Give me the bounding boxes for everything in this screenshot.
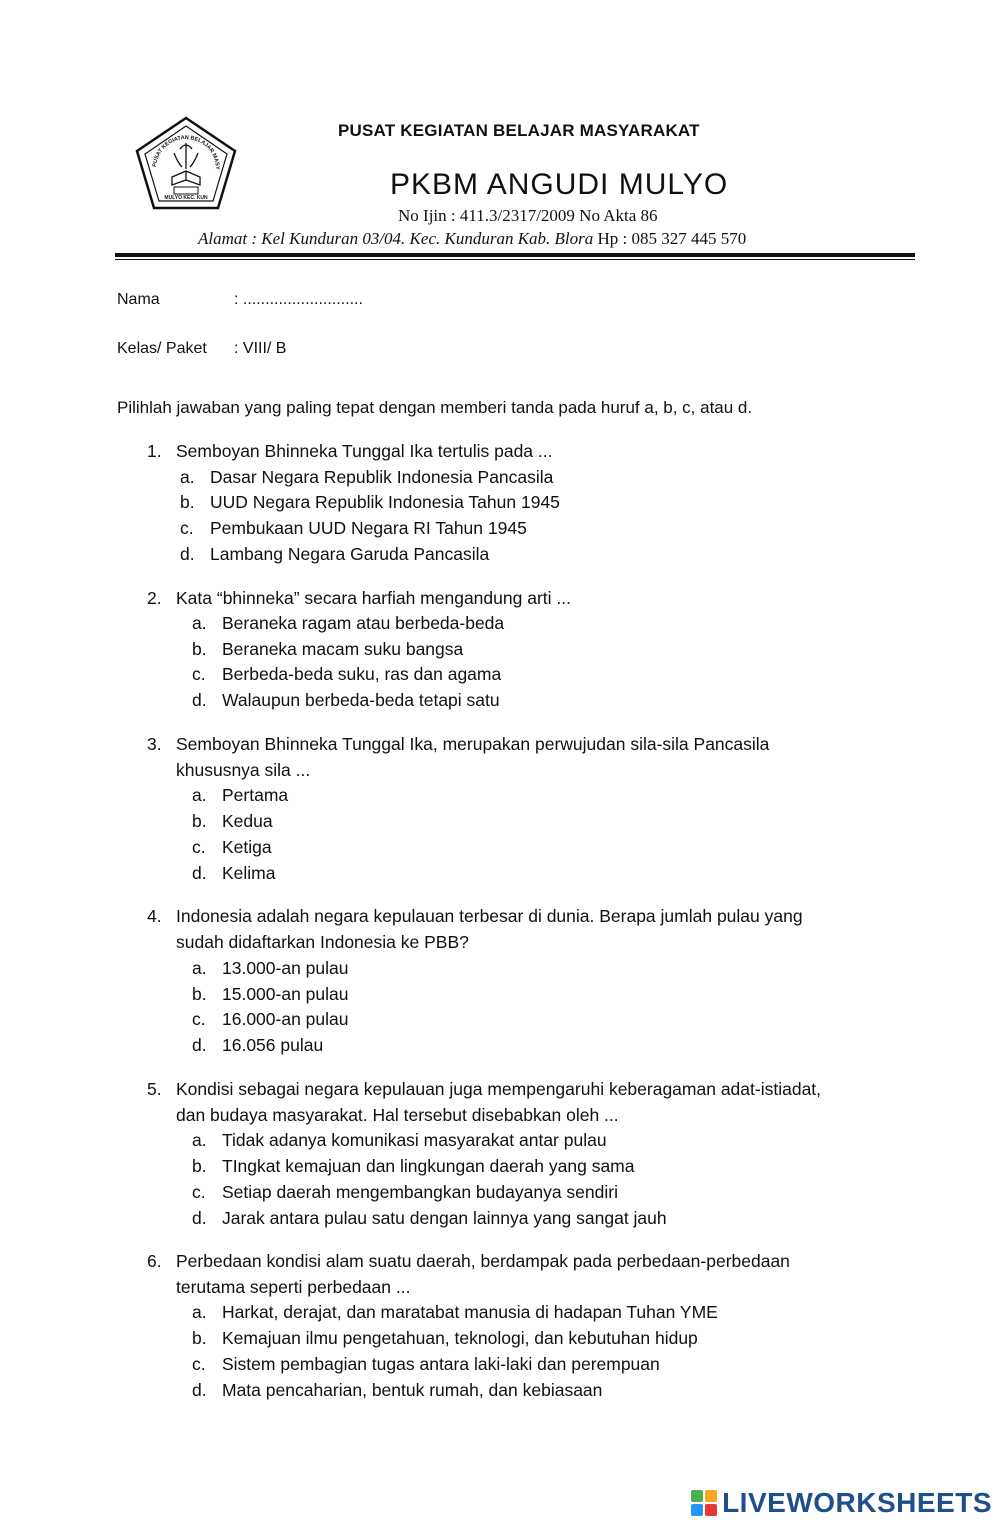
q6-option-c-text: Sistem pembagian tugas antara laki-laki dan perempuan (222, 1354, 660, 1374)
q4-option-c-letter[interactable]: c. (192, 1009, 206, 1029)
question-text-line-2: terutama seperti perbedaan ... (176, 1277, 411, 1297)
question-text-line-1: Perbedaan kondisi alam suatu daerah, berdampak pada perbedaan-perbedaan (176, 1251, 790, 1271)
q1-option-c-text: Pembukaan UUD Negara RI Tahun 1945 (210, 518, 527, 538)
q3-option-b-letter[interactable]: b. (192, 811, 207, 831)
question-6 (0, 1248, 1000, 1300)
instruction-text: Pilihlah jawaban yang paling tepat dengan memberi tanda pada huruf a, b, c, atau d. (117, 398, 753, 417)
question-number: 4. (147, 906, 162, 926)
org-address (198, 229, 746, 249)
phone-text: Hp : 085 327 445 570 (593, 229, 747, 248)
q2-option-b-letter[interactable]: b. (192, 639, 207, 659)
watermark-text: LIVEWORKSHEETS (722, 1487, 992, 1518)
q4-option-a-text: 13.000-an pulau (222, 958, 349, 978)
q2-option-b-text: Beraneka macam suku bangsa (222, 639, 464, 659)
q6-option-a-letter[interactable]: a. (192, 1302, 207, 1322)
question-text-line-2: khususnya sila ... (176, 760, 311, 780)
q1-option-a-text: Dasar Negara Republik Indonesia Pancasila (210, 467, 554, 487)
question-number: 5. (147, 1079, 162, 1099)
q5-option-a-text: Tidak adanya komunikasi masyarakat antar pulau (222, 1130, 607, 1150)
q5-option-b-text: TIngkat kemajuan dan lingkungan daerah yang sama (222, 1156, 635, 1176)
q1-option-b-text: UUD Negara Republik Indonesia Tahun 1945 (210, 492, 560, 512)
q6-option-d-text: Mata pencaharian, bentuk rumah, dan kebiasaan (222, 1380, 603, 1400)
question-number: 1. (147, 441, 162, 461)
q3-option-b-text: Kedua (222, 811, 273, 831)
q2-option-c-letter[interactable]: c. (192, 664, 206, 684)
q3-option-d-text: Kelima (222, 863, 276, 883)
q4-option-d-text: 16.056 pulau (222, 1035, 324, 1055)
q1-option-d-text: Lambang Negara Garuda Pancasila (210, 544, 490, 564)
q4-option-b-letter[interactable]: b. (192, 984, 207, 1004)
q3-option-c-letter[interactable]: c. (192, 837, 206, 857)
question-3 (0, 731, 1000, 783)
header-divider-thin (115, 259, 915, 260)
q5-option-b-letter[interactable]: b. (192, 1156, 207, 1176)
q1-option-c-letter[interactable]: c. (180, 518, 194, 538)
name-label: Nama (117, 291, 160, 308)
header-divider-thick (115, 253, 915, 257)
question-text-line-2: dan budaya masyarakat. Hal tersebut disebabkan oleh ... (176, 1105, 619, 1125)
q4-option-a-letter[interactable]: a. (192, 958, 207, 978)
liveworksheets-watermark[interactable] (690, 1485, 992, 1521)
q4-option-d-letter[interactable]: d. (192, 1035, 207, 1055)
org-name: PKBM ANGUDI MULYO (390, 168, 729, 201)
q1-option-b-letter[interactable]: b. (180, 492, 195, 512)
question-text-line-1: Kondisi sebagai negara kepulauan juga mempengaruhi keberagaman adat-istiadat, (176, 1079, 822, 1099)
question-5 (0, 1076, 1000, 1128)
q3-option-a-letter[interactable]: a. (192, 785, 207, 805)
org-license: No Ijin : 411.3/2317/2009 No Akta 86 (398, 206, 658, 225)
question-text-line-1: Semboyan Bhinneka Tunggal Ika, merupakan perwujudan sila-sila Pancasila (176, 734, 770, 754)
q4-option-b-text: 15.000-an pulau (222, 984, 349, 1004)
question-text-line-1: Indonesia adalah negara kepulauan terbesar di dunia. Berapa jumlah pulau yang (176, 906, 803, 926)
liveworksheets-badge-icon (690, 1489, 718, 1517)
q2-option-a-text: Beraneka ragam atau berbeda-beda (222, 613, 505, 633)
q3-option-c-text: Ketiga (222, 837, 272, 857)
q3-option-a-text: Pertama (222, 785, 289, 805)
question-4 (0, 903, 1000, 955)
question-number: 3. (147, 734, 162, 754)
org-category: PUSAT KEGIATAN BELAJAR MASYARAKAT (338, 121, 700, 140)
q6-option-b-text: Kemajuan ilmu pengetahuan, teknologi, dan kebutuhan hidup (222, 1328, 698, 1348)
q6-option-c-letter[interactable]: c. (192, 1354, 206, 1374)
pkbm-logo (134, 115, 238, 211)
question-text: Kata “bhinneka” secara harfiah mengandung arti ... (176, 588, 571, 608)
q1-option-d-letter[interactable]: d. (180, 544, 195, 564)
q3-option-d-letter[interactable]: d. (192, 863, 207, 883)
question-text: Semboyan Bhinneka Tunggal Ika tertulis pada ... (176, 441, 553, 461)
svg-text:MULYO KEC. KUN: MULYO KEC. KUN (164, 195, 208, 201)
address-text: Alamat : Kel Kunduran 03/04. Kec. Kunduran Kab. Blora (198, 229, 594, 248)
q6-option-d-letter[interactable]: d. (192, 1380, 207, 1400)
q5-option-c-letter[interactable]: c. (192, 1182, 206, 1202)
class-label: Kelas/ Paket (117, 340, 207, 357)
q5-option-c-text: Setiap daerah mengembangkan budayanya sendiri (222, 1182, 618, 1202)
q6-option-b-letter[interactable]: b. (192, 1328, 207, 1348)
q6-option-a-text: Harkat, derajat, dan maratabat manusia di hadapan Tuhan YME (222, 1302, 718, 1322)
q5-option-a-letter[interactable]: a. (192, 1130, 207, 1150)
q4-option-c-text: 16.000-an pulau (222, 1009, 349, 1029)
q1-option-a-letter[interactable]: a. (180, 467, 195, 487)
q2-option-a-letter[interactable]: a. (192, 613, 207, 633)
q5-option-d-text: Jarak antara pulau satu dengan lainnya yang sangat jauh (222, 1208, 667, 1228)
class-value: : VIII/ B (234, 340, 287, 357)
q2-option-c-text: Berbeda-beda suku, ras dan agama (222, 664, 502, 684)
q2-option-d-text: Walaupun berbeda-beda tetapi satu (222, 690, 500, 710)
question-text-line-2: sudah didaftarkan Indonesia ke PBB? (176, 932, 469, 952)
q5-option-d-letter[interactable]: d. (192, 1208, 207, 1228)
name-field[interactable]: : ........................... (234, 291, 363, 308)
question-number: 6. (147, 1251, 162, 1271)
logo-arc-text: PUSAT KEGIATAN BELAJAR MASY (152, 134, 221, 170)
q2-option-d-letter[interactable]: d. (192, 690, 207, 710)
question-number: 2. (147, 588, 162, 608)
